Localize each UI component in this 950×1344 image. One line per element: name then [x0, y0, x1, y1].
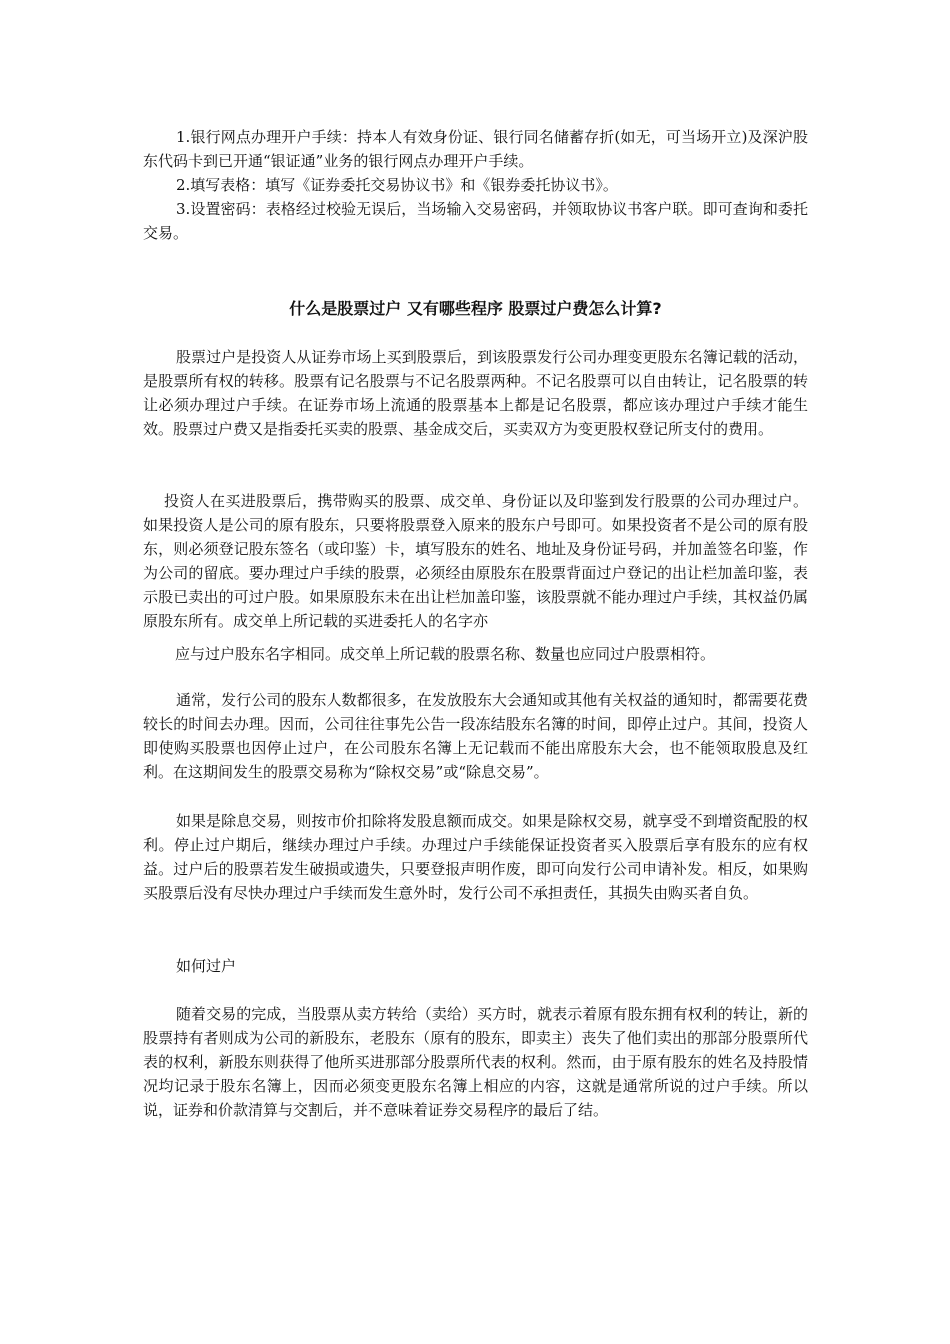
article-paragraph-2-continued: 应与过户股东名字相同。成交单上所记载的股票名称、数量也应同过户股票相符。 [175, 645, 716, 663]
step-2-paragraph: 2.填写表格：填写《证券委托交易协议书》和《银券委托协议书》。 [176, 176, 618, 194]
article-title: 什么是股票过户 又有哪些程序 股票过户费怎么计算? [289, 299, 662, 318]
step-3-paragraph: 3.设置密码：表格经过校验无误后，当场输入交易密码，并领取协议书客户联。即可查询和委托交易。 [143, 200, 808, 242]
article-paragraph-3: 通常，发行公司的股东人数都很多，在发放股东大会通知或其他有关权益的通知时，都需要花费较长的时间去办理。因而，公司往往事先公告一段冻结股东名簿的时间，即停止过户。其间，投资人即使购买股票也因停止过户，在公司股东名簿上无记载而不能出席股东大会，也不能领取股息及红利。在这期间发生的股票交易称为“除权交易”或“除息交易”。 [143, 691, 808, 781]
step-1-paragraph: 1.银行网点办理开户手续：持本人有效身份证、银行同名储蓄存折(如无，可当场开立)及深沪股东代码卡到已开通“银证通”业务的银行网点办理开户手续。 [143, 128, 808, 170]
article-paragraph-6: 随着交易的完成，当股票从卖方转给（卖给）买方时，就表示着原有股东拥有权利的转让，新的股票持有者则成为公司的新股东，老股东（原有的股东，即卖主）丧失了他们卖出的那部分股票所代表的权利，新股东则获得了他所买进那部分股票所代表的权利。然而，由于原有股东的姓名及持股情况均记录于股东名簿上，因而必须变更股东名簿上相应的内容，这就是通常所说的过户手续。所以说，证券和价款清算与交割后，并不意味着证券交易程序的最后了结。 [143, 1005, 808, 1119]
article-paragraph-1: 股票过户是投资人从证券市场上买到股票后，到该股票发行公司办理变更股东名簿记载的活动，是股票所有权的转移。股票有记名股票与不记名股票两种。不记名股票可以自由转让，记名股票的转让必须办理过户手续。在证券市场上流通的股票基本上都是记名股票，都应该办理过户手续才能生效。股票过户费又是指委托买卖的股票、基金成交后，买卖双方为变更股权登记所支付的费用。 [143, 348, 808, 438]
article-paragraph-2: 投资人在买进股票后，携带购买的股票、成交单、身份证以及印鉴到发行股票的公司办理过户。如果投资人是公司的原有股东，只要将股票登入原来的股东户号即可。如果投资者不是公司的原有股东，则必须登记股东签名（或印鉴）卡，填写股东的姓名、地址及身份证号码，并加盖签名印鉴，作为公司的留底。要办理过户手续的股票，必须经由原股东在股票背面过户登记的出让栏加盖印鉴，表示股已卖出的可过户股。如果原股东未在出让栏加盖印鉴，该股票就不能办理过户手续，其权益仍属原股东所有。成交单上所记载的买进委托人的名字亦 [143, 492, 808, 630]
section-heading-how-to-transfer: 如何过户 [176, 957, 237, 975]
article-paragraph-4: 如果是除息交易，则按市价扣除将发股息额而成交。如果是除权交易，就享受不到增资配股的权利。停止过户期后，继续办理过户手续。办理过户手续能保证投资者买入股票后享有股东的应有权益。过户后的股票若发生破损或遗失，只要登报声明作废，即可向发行公司申请补发。相反，如果购买股票后没有尽快办理过户手续而发生意外时，发行公司不承担责任，其损失由购买者自负。 [143, 812, 808, 902]
